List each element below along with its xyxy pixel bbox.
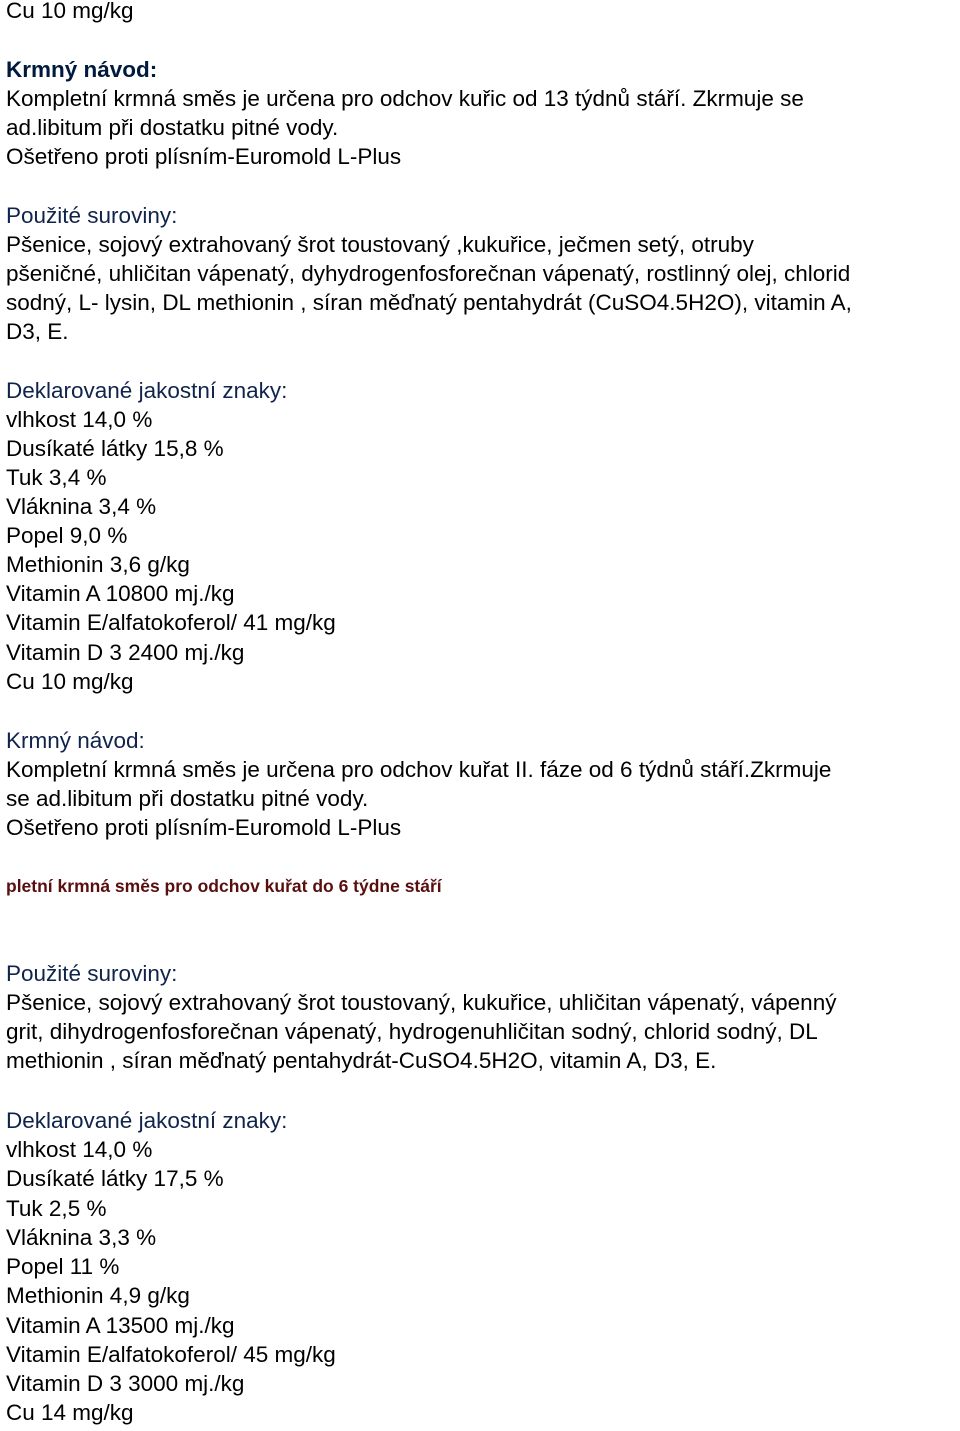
quality-item: Vitamin E/alfatokoferol/ 45 mg/kg (6, 1342, 336, 1367)
top-value-line: Cu 10 mg/kg (6, 0, 134, 23)
ingredients-line: methionin , síran měďnatý pentahydrát-CuSO4.5H2O, vitamin A, D3, E. (6, 1048, 717, 1073)
quality-item: Vláknina 3,3 % (6, 1225, 157, 1250)
quality-item: Methionin 4,9 g/kg (6, 1283, 190, 1308)
ingredients-line: Pšenice, sojový extrahovaný šrot toustovaný, kukuřice, uhličitan vápenatý, vápenný (6, 990, 837, 1015)
quality-item: Tuk 2,5 % (6, 1196, 107, 1221)
quality-item: Dusíkaté látky 17,5 % (6, 1166, 224, 1191)
ingredients-line: grit, dihydrogenfosforečnan vápenatý, hydrogenuhličitan sodný, chlorid sodný, DL (6, 1019, 818, 1044)
quality-item: Vitamin E/alfatokoferol/ 41 mg/kg (6, 610, 336, 635)
quality-item: Cu 14 mg/kg (6, 1400, 134, 1425)
ingredients-line: D3, E. (6, 319, 69, 344)
quality-heading-2: Deklarované jakostní znaky: (6, 1108, 288, 1133)
quality-item: vlhkost 14,0 % (6, 1137, 153, 1162)
quality-item: Vitamin A 13500 mj./kg (6, 1313, 235, 1338)
quality-item: Popel 9,0 % (6, 523, 128, 548)
quality-item: Popel 11 % (6, 1254, 120, 1279)
quality-item: vlhkost 14,0 % (6, 407, 153, 432)
feeding-line: se ad.libitum při dostatku pitné vody. (6, 786, 369, 811)
ingredients-heading-2: Použité suroviny: (6, 961, 178, 986)
quality-item: Methionin 3,6 g/kg (6, 552, 190, 577)
feeding-heading-2: Krmný návod: (6, 728, 145, 753)
feeding-heading-1: Krmný návod: (6, 57, 158, 82)
feeding-line: Ošetřeno proti plísním-Euromold L-Plus (6, 815, 402, 840)
feeding-line: ad.libitum při dostatku pitné vody. (6, 115, 339, 140)
quality-item: Vláknina 3,4 % (6, 494, 157, 519)
ingredients-line: pšeničné, uhličitan vápenatý, dyhydrogenfosforečnan vápenatý, rostlinný olej, chlorid (6, 261, 851, 286)
quality-item: Vitamin D 3 2400 mj./kg (6, 640, 245, 665)
quality-item: Dusíkaté látky 15,8 % (6, 436, 224, 461)
ingredients-line: Pšenice, sojový extrahovaný šrot toustovaný ,kukuřice, ječmen setý, otruby (6, 232, 754, 257)
quality-item: Vitamin A 10800 mj./kg (6, 581, 235, 606)
feeding-line: Ošetřeno proti plísním-Euromold L-Plus (6, 144, 402, 169)
quality-item: Cu 10 mg/kg (6, 669, 134, 694)
ingredients-line: sodný, L- lysin, DL methionin , síran měďnatý pentahydrát (CuSO4.5H2O), vitamin A, (6, 290, 852, 315)
ingredients-heading-1: Použité suroviny: (6, 203, 178, 228)
product-subtitle: pletní krmná směs pro odchov kuřat do 6 týdne stáří (6, 876, 442, 896)
quality-item: Tuk 3,4 % (6, 465, 107, 490)
feeding-line: Kompletní krmná směs je určena pro odchov kuřat II. fáze od 6 týdnů stáří.Zkrmuje (6, 757, 832, 782)
quality-item: Vitamin D 3 3000 mj./kg (6, 1371, 245, 1396)
feeding-line: Kompletní krmná směs je určena pro odchov kuřic od 13 týdnů stáří. Zkrmuje se (6, 86, 804, 111)
quality-heading-1: Deklarované jakostní znaky: (6, 378, 288, 403)
